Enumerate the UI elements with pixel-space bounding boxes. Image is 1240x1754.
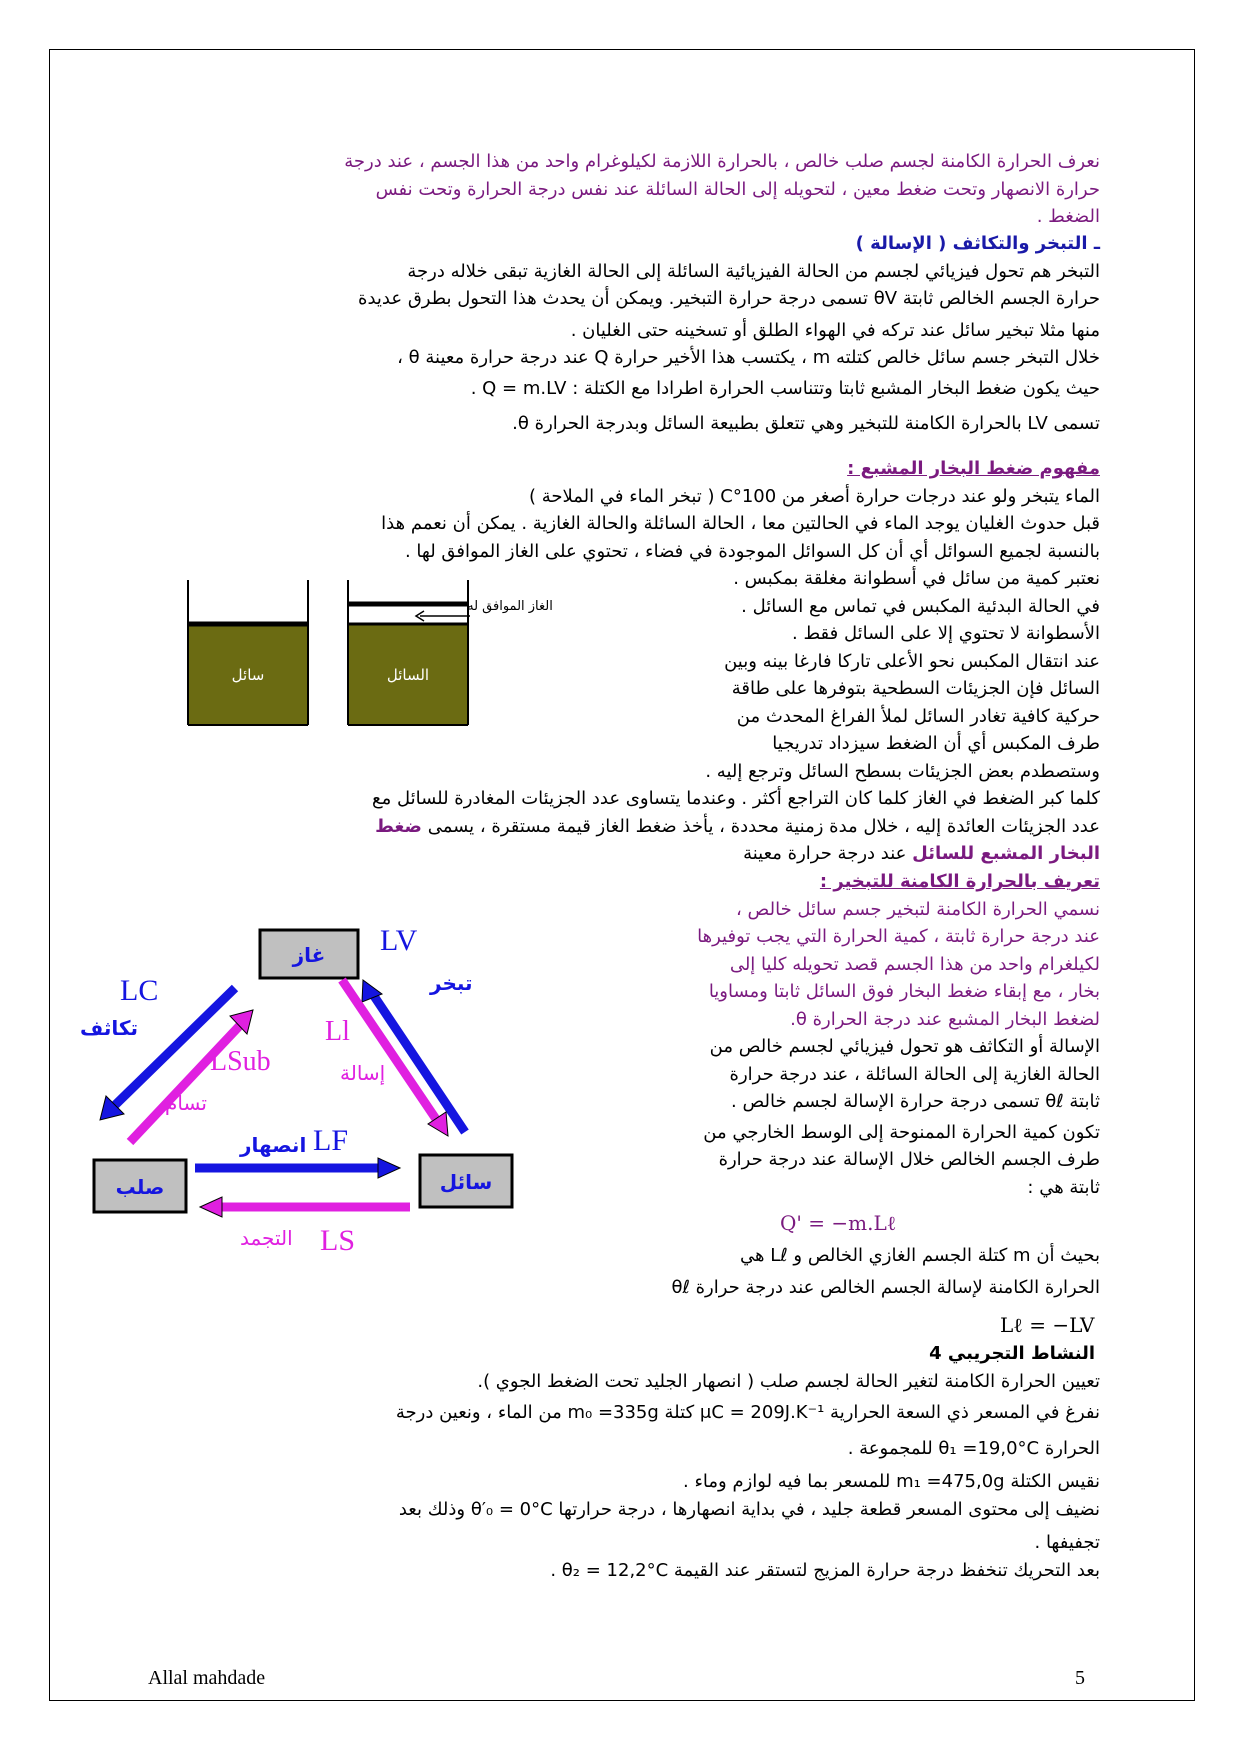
definition-line: بخار ، مع إبقاء ضغط البخار فوق السائل ثابتا ومساويا <box>708 981 1100 1002</box>
footer-author: Allal mahdade <box>148 1667 266 1689</box>
lv-label: LV <box>380 924 418 957</box>
intro-line: نعرف الحرارة الكامنة لجسم صلب خالص ، بالحرارة اللازمة لكيلوغرام واحد من هذا الجسم ، عند درجة <box>344 151 1100 172</box>
formula-condensation: Q' = −m.Lℓ <box>780 1211 897 1235</box>
latent-heat-section <box>540 868 1100 1201</box>
intro-line: الضغط . <box>1036 206 1100 227</box>
lc-label: LC <box>120 974 159 1007</box>
paragraph-line: تعيين الحرارة الكامنة لتغير الحالة لجسم صلب ( انصهار الجليد تحت الضغط الجوي ). <box>477 1370 1100 1392</box>
paragraph-line: الحالة الغازية إلى الحالة السائلة ، عند درجة حرارة <box>729 1063 1100 1085</box>
paragraph-line: منها مثلا تبخير سائل عند تركه في الهواء الطلق أو تسخينه حتى الغليان . <box>570 319 1100 341</box>
paragraph-line: طرف الجسم الخالص خلال الإسالة عند درجة حرارة <box>718 1149 1100 1170</box>
paragraph-line: بحيث أن m كتلة الجسم الغازي الخالص و Lℓ هي <box>740 1245 1100 1266</box>
pressure-section <box>140 455 1100 565</box>
paragraph-line: تسمى LV بالحرارة الكامنة للتبخير وهي تتعلق بطبيعة السائل وبدرجة الحرارة θ. <box>512 413 1100 434</box>
paragraph-line: تجفيفها . <box>1034 1532 1100 1553</box>
gas-label: الغاز الموافق له <box>467 599 553 614</box>
paragraph-line: عند انتقال المكبس نحو الأعلى تاركا فارغا بينه وبين <box>724 650 1100 672</box>
paragraph-line: الحرارة الكامنة لإسالة الجسم الخالص عند درجة حرارة θℓ <box>671 1276 1100 1298</box>
paragraph-line: عند درجة حرارة معينة <box>743 843 907 864</box>
state-changes-figure <box>80 920 580 1260</box>
paragraph-line: قبل حدوث الغليان يوجد الماء في الحالتين معا ، الحالة السائلة والحالة الغازية . يمكن أن نعمم هذا <box>381 513 1100 534</box>
paragraph-line: وستصطدم بعض الجزيئات بسطح السائل وترجع إليه . <box>705 760 1100 782</box>
liquid-label: السائل <box>386 666 430 684</box>
paragraph-line: نفرغ في المسعر ذي السعة الحرارية μC = 209J.K⁻¹ كتلة m₀ =335g من الماء ، ونعين درجة <box>395 1402 1100 1423</box>
paragraph-line: الأسطوانة لا تحتوي إلا على السائل فقط . <box>792 623 1100 644</box>
liquid-box-label: سائل <box>439 1170 493 1194</box>
gas-box-label: غاز <box>292 943 326 967</box>
paragraph-line: الماء يتبخر ولو عند درجات حرارة أصغر من 100°C ( تبخر الماء في الملاحة ) <box>529 485 1100 507</box>
paragraph-line: بالنسبة لجميع السوائل أي أن كل السوائل الموجودة في فضاء ، تحتوي على الغاز الموافق لها . <box>404 540 1100 562</box>
paragraph-line: ثابتة θℓ تسمى درجة حرارة الإسالة لجسم خالص . <box>731 1091 1100 1112</box>
paragraph-line: خلال التبخر جسم سائل خالص كتلته m ، يكتسب هذا الأخير حرارة Q عند درجة حرارة معينة θ ، <box>397 347 1100 368</box>
ll-label: Ll <box>325 1016 350 1047</box>
condensation-label: تكاثف <box>80 1016 138 1040</box>
paragraph-line: حرارة الجسم الخالص ثابتة θV تسمى درجة حرارة التبخير. ويمكن أن يحدث هذا التحول بطرق عديدة <box>358 288 1100 309</box>
intro-line: حرارة الانصهار وتحت ضغط معين ، لتحويله إلى الحالة السائلة عند نفس درجة الحرارة وتحت نفس <box>375 178 1100 200</box>
sublimation-label: تسام <box>165 1091 207 1115</box>
lsub-label: LSub <box>210 1046 271 1077</box>
paragraph-line: نعتبر كمية من سائل في أسطوانة مغلقة بمكبس . <box>733 568 1100 589</box>
lf-label: LF <box>313 1124 349 1157</box>
liquefaction-label: إسالة <box>340 1061 386 1085</box>
pressure-conclusion <box>140 785 1100 868</box>
section-heading: مفهوم ضغط البخار المشبع : <box>847 458 1100 479</box>
paragraph-line: التبخر هم تحول فيزيائي لجسم من الحالة الفيزيائية السائلة إلى الحالة الغازية تبقى خلاله درجة <box>407 260 1100 282</box>
paragraph-line: كلما كبر الضغط في الغاز كلما كان التراجع أكثر . وعندما يتساوى عدد الجزيئات المغادرة للسائل مع <box>372 788 1100 809</box>
piston-description <box>600 565 1100 785</box>
piston-cylinder-figure <box>180 580 600 730</box>
paragraph-line: نقيس الكتلة m₁ =475,0g للمسعر بما فيه لوازم وماء . <box>683 1471 1100 1492</box>
paragraph-line: عدد الجزيئات العائدة إليه ، خلال مدة زمنية محددة ، يأخذ ضغط الغاز قيمة مستقرة ، يسمى <box>427 815 1100 837</box>
paragraph-line: الإسالة أو التكاثف هو تحول فيزيائي لجسم خالص من <box>709 1036 1100 1057</box>
definition-line: لكيلغرام واحد من هذا الجسم قصد تحويله كليا إلى <box>729 953 1100 975</box>
paragraph-line: تكون كمية الحرارة الممنوحة إلى الوسط الخارجي من <box>703 1121 1100 1143</box>
evaporation-label: تبخر <box>430 971 473 995</box>
freezing-label: التجمد <box>240 1226 293 1250</box>
definition-line: نسمي الحرارة الكامنة لتبخير جسم سائل خالص ، <box>736 898 1100 920</box>
paragraph-line: حركية كافية تغادر السائل لملأ الفراغ المحدث من <box>736 705 1100 727</box>
formula-relation: Lℓ = −LV <box>1000 1313 1095 1337</box>
liquid-label: سائل <box>231 666 265 684</box>
emphasis-term: ضغط <box>375 815 422 837</box>
section-heading: ـ التبخر والتكاثف ( الإسالة ) <box>855 233 1100 254</box>
ls-label: LS <box>320 1224 356 1257</box>
activity-section <box>140 1340 1100 1584</box>
section-heading: النشاط التجريبي 4 <box>929 1343 1095 1364</box>
page-number: 5 <box>1075 1667 1085 1689</box>
paragraph-line: ثابتة هي : <box>1027 1176 1100 1198</box>
paragraph-line: حيث يكون ضغط البخار المشبع ثابتا وتتناسب الحرارة اطرادا مع الكتلة : Q = m.LV . <box>470 377 1100 399</box>
melting-label: انصهار <box>240 1133 307 1157</box>
intro-paragraph <box>140 148 1100 231</box>
evaporation-section <box>140 230 1100 438</box>
emphasis-term: البخار المشبع للسائل <box>912 843 1100 864</box>
paragraph-line: طرف المكبس أي أن الضغط سيزداد تدريجيا <box>772 733 1100 754</box>
freezing-arrowhead <box>200 1197 222 1217</box>
paragraph-line: بعد التحريك تنخفظ درجة حرارة المزيج لتستقر عند القيمة θ₂ = 12,2°C . <box>550 1559 1100 1581</box>
section-heading: تعريف بالحرارة الكامنة للتبخير : <box>819 871 1100 892</box>
definition-line: عند درجة حرارة ثابتة ، كمية الحرارة التي يجب توفيرها <box>697 926 1100 947</box>
paragraph-line: السائل فإن الجزيئات السطحية بتوفرها على طاقة <box>731 678 1100 699</box>
melting-arrowhead <box>378 1158 400 1178</box>
paragraph-line: نضيف إلى محتوى المسعر قطعة جليد ، في بداية انصهارها ، درجة حرارتها θ′₀ = 0°C وذلك بعد <box>398 1498 1100 1520</box>
paragraph-line: الحرارة θ₁ =19,0°C للمجموعة . <box>847 1437 1100 1459</box>
paragraph-line: في الحالة البدئية المكبس في تماس مع السائل . <box>741 595 1100 617</box>
definition-line: لضغط البخار المشبع عند درجة الحرارة θ. <box>790 1008 1100 1030</box>
liquefaction-arrow <box>342 980 440 1125</box>
latent-heat-after <box>540 1242 1100 1301</box>
solid-box-label: صلب <box>115 1175 165 1199</box>
